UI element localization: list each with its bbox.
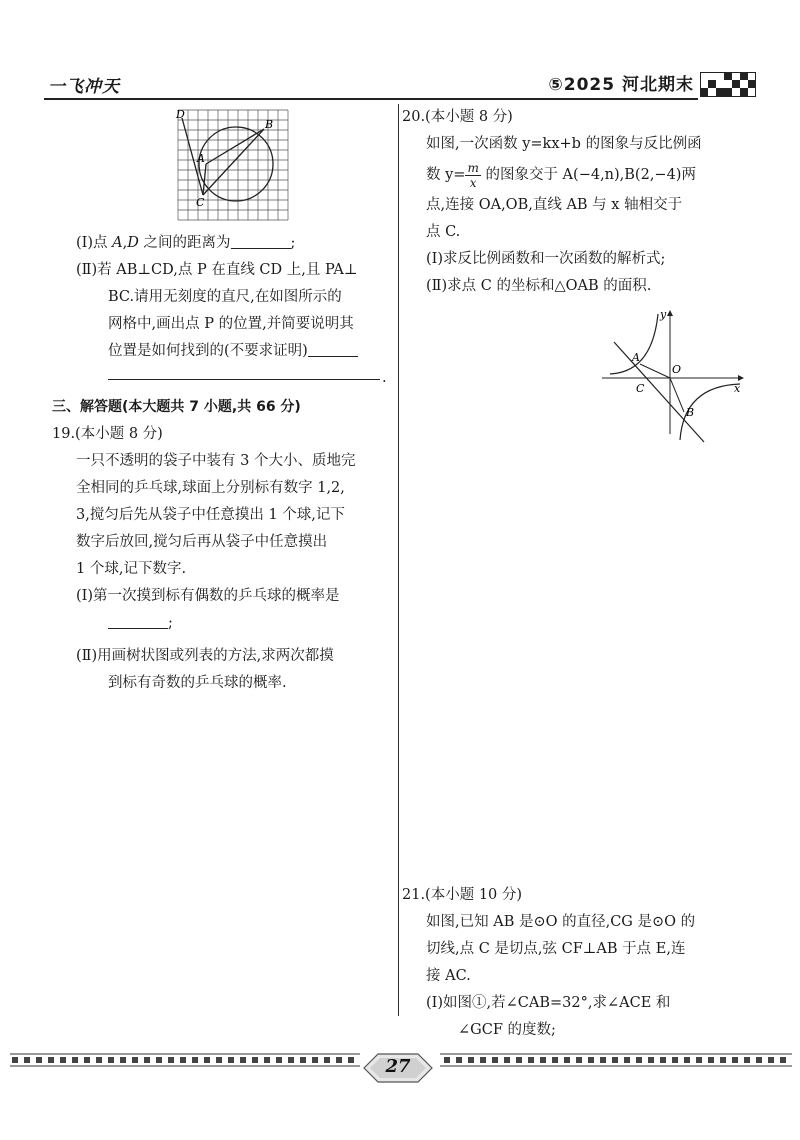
function-graph <box>402 304 752 444</box>
q19-part-ii: (Ⅱ)用画树状图或列表的方法,求两次都摸 到标有奇数的乒乓球的概率. <box>76 648 334 691</box>
q18-ii-answer-line[interactable]: . <box>52 365 390 392</box>
graph-label-y: y <box>660 308 667 321</box>
column-divider <box>398 104 399 1016</box>
q21-heading: 21.(本小题 10 分) <box>402 887 523 903</box>
segment-ac <box>203 164 206 195</box>
graph-label-a: A <box>632 351 640 364</box>
q21-body: 如图,已知 AB 是⊙O 的直径,CG 是⊙O 的 切线,点 C 是切点,弦 CF⊥AB 于点 E,连 接 AC. <box>426 914 696 984</box>
brand-logo: 一飞冲天 <box>48 77 120 97</box>
checker-pattern-icon <box>700 68 756 100</box>
label-d: D <box>176 108 185 121</box>
segment-bc <box>203 129 264 195</box>
q20-part-ii: (Ⅱ)求点 C 的坐标和△OAB 的面积. <box>426 278 652 294</box>
q19-heading: 19.(本小题 8 分) <box>52 426 163 442</box>
page-number: 27 <box>385 1056 411 1077</box>
q18-i-answer-blank[interactable] <box>231 233 291 249</box>
label-b: B <box>265 118 274 131</box>
page-header <box>44 64 756 104</box>
q19-body: 一只不透明的袋子中装有 3 个大小、质地完 全相同的乒乓球,球面上分别标有数字 1,2, 3,搅匀后先从袋子中任意摸出 1 个球,记下 数字后放回,搅匀后再从袋子中任意摸出 1 个球,记下数字. <box>76 453 356 577</box>
graph-label-b: B <box>686 406 695 419</box>
section-3-heading: 三、解答题(本大题共 7 小题,共 66 分) <box>52 399 301 415</box>
label-a: A <box>197 152 205 165</box>
label-c: C <box>196 196 205 209</box>
q20-body: 如图,一次函数 y=kx+b 的图象与反比例函 数 y= $\frac{m}{x}$ 的图象交于 A(−4,n),B(2,−4)两 点,连接 OA,OB,直线 AB 与 x 轴相交于 点 C. <box>426 136 702 240</box>
page-footer <box>0 1040 800 1100</box>
header-title: ⑤2025 河北期末 <box>548 75 694 95</box>
graph-label-c: C <box>636 382 645 395</box>
q18-ii-answer-blank[interactable] <box>308 341 358 357</box>
q19-i-answer-blank[interactable] <box>108 613 168 629</box>
q19-part-i: (Ⅰ)第一次摸到标有偶数的乒乓球的概率是 ; <box>76 588 340 631</box>
q18-part-i: (Ⅰ)点 A,D 之间的距离为 ; <box>76 235 296 251</box>
right-column <box>402 104 752 444</box>
fraction-m-over-x: $\frac{m}{x}$ <box>467 160 479 190</box>
grid-figure <box>52 104 390 230</box>
y-axis-arrow-icon <box>667 310 673 316</box>
graph-label-x: x <box>734 382 741 395</box>
graph-label-o: O <box>672 363 682 376</box>
header-rule <box>44 98 698 100</box>
q18-part-ii: (Ⅱ)若 AB⊥CD,点 P 在直线 CD 上,且 PA⊥ BC.请用无刻度的直尺,在如图所示的 网格中,画出点 P 的位置,并简要说明其 位置是如何找到的(不要求证明) <box>76 262 358 359</box>
q20-heading: 20.(本小题 8 分) <box>402 109 513 125</box>
q20-part-i: (Ⅰ)求反比例函数和一次函数的解析式; <box>426 251 666 267</box>
q21-part-i: (Ⅰ)如图①,若∠CAB=32°,求∠ACE 和 ∠GCF 的度数; <box>426 995 671 1038</box>
left-column <box>52 104 390 697</box>
x-axis-arrow-icon <box>738 375 744 381</box>
line-ab <box>614 342 704 442</box>
q21-block <box>402 882 752 1044</box>
